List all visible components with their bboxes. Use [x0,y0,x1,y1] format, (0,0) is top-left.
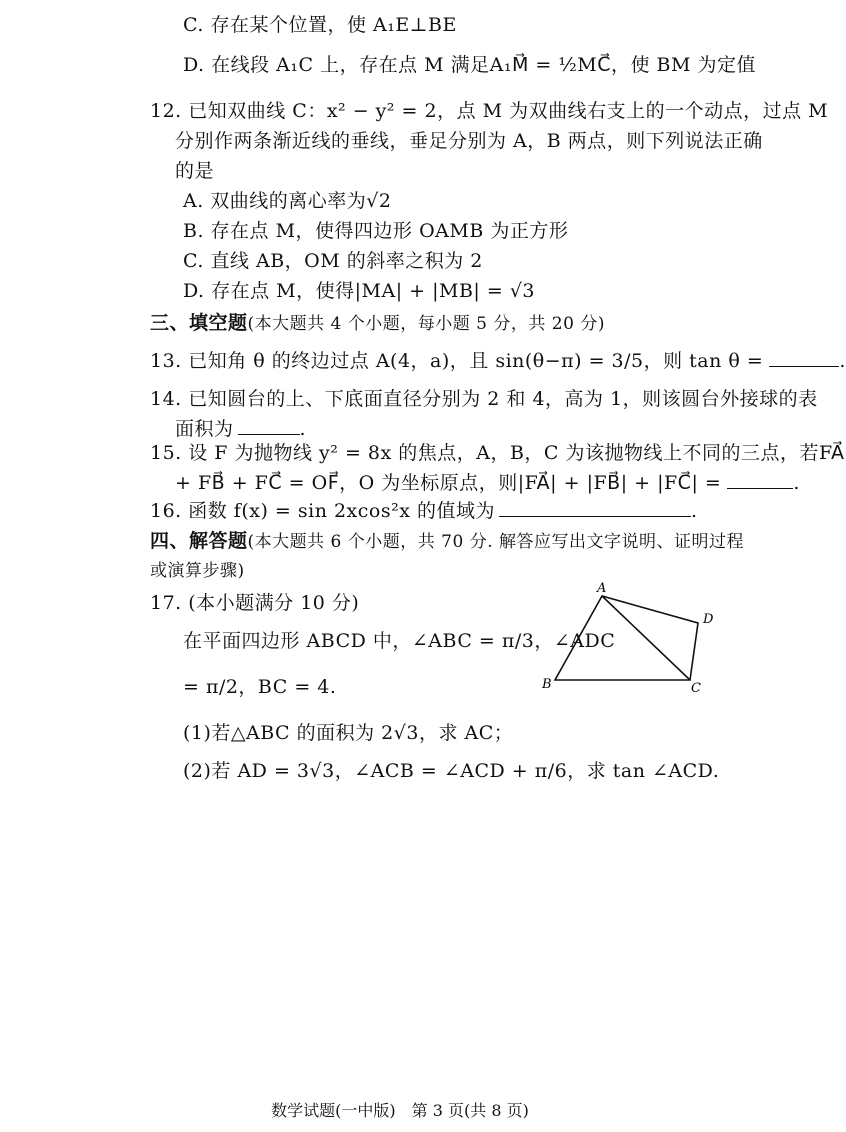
section4-title: 四、解答题 [150,530,248,552]
q13: 13. 已知角 θ 的终边过点 A(4，a)，且 sin(θ−π) = 3/5，则 tan θ = . [150,350,846,372]
q15-answer-blank[interactable] [727,470,793,489]
q16-text: 16. 函数 f(x) = sin 2xcos²x 的值域为 [150,500,495,522]
q16: 16. 函数 f(x) = sin 2xcos²x 的值域为 . [150,500,698,522]
page-footer: 数学试题(一中版) 第 3 页(共 8 页) [271,1101,529,1120]
q17-stem-line2: = π/2，BC = 4. [183,676,337,698]
q14-line2: 面积为 . [175,418,307,440]
q11-option-c: C. 存在某个位置，使 A₁E⊥BE [183,14,457,36]
q14-answer-blank[interactable] [238,416,300,435]
q14-text: 面积为 [175,418,234,440]
quadrilateral-figure [530,578,730,700]
q16-answer-blank[interactable] [499,498,691,517]
point-b-label: B [542,677,552,692]
q17-stem-line1: 在平面四边形 ABCD 中，∠ABC = π/3，∠ADC [183,630,616,652]
q11-option-d: D. 在线段 A₁C 上，存在点 M 满足A₁M⃗ = ½MC⃗，使 BM 为定值 [183,54,756,76]
section4-heading [150,526,744,553]
q12-option-b: B. 存在点 M，使得四边形 OAMB 为正方形 [183,220,569,242]
section4-note-line2: 或演算步骤) [150,561,245,581]
point-d-label: D [703,612,714,627]
q15-line1: 15. 设 F 为抛物线 y² = 8x 的焦点，A，B，C 为该抛物线上不同的三点，若FA⃗ [150,442,845,464]
q17-part1: (1)若△ABC 的面积为 2√3，求 AC； [183,722,514,744]
point-c-label: C [691,681,701,696]
q12-option-c: C. 直线 AB，OM 的斜率之积为 2 [183,250,483,272]
section4-note: (本大题共 6 个小题，共 70 分. 解答应写出文字说明、证明过程 [247,532,745,552]
q17-heading: 17. (本小题满分 10 分) [150,592,360,614]
q12-stem-line3: 的是 [175,160,215,182]
q15-text: + FB⃗ + FC⃗ = OF⃗，O 为坐标原点，则|FA⃗| + |FB⃗| + |FC⃗| = [175,472,722,494]
q14-line1: 14. 已知圆台的上、下底面直径分别为 2 和 4，高为 1，则该圆台外接球的表 [150,388,818,410]
point-a-label: A [597,581,607,596]
q15-line2: + FB⃗ + FC⃗ = OF⃗，O 为坐标原点，则|FA⃗| + |FB⃗| + |FC⃗| = . [175,472,800,494]
q17-part2: (2)若 AD = 3√3，∠ACB = ∠ACD + π/6，求 tan ∠ACD. [183,760,720,782]
section3-note: (本大题共 4 个小题，每小题 5 分，共 20 分) [247,314,605,334]
q13-text: 13. 已知角 θ 的终边过点 A(4，a)，且 sin(θ−π) = 3/5，则 tan θ = [150,350,764,372]
section3-title: 三、填空题 [150,312,248,334]
q12-stem-line1: 12. 已知双曲线 C：x² − y² = 2，点 M 为双曲线右支上的一个动点，过点 M [150,100,829,122]
q12-option-d: D. 存在点 M，使得|MA| + |MB| = √3 [183,280,536,302]
section3-heading [150,308,605,335]
q12-stem-line2: 分别作两条渐近线的垂线，垂足分别为 A，B 两点，则下列说法正确 [175,130,763,152]
q12-option-a: A. 双曲线的离心率为√2 [183,190,392,212]
q13-answer-blank[interactable] [769,348,839,367]
